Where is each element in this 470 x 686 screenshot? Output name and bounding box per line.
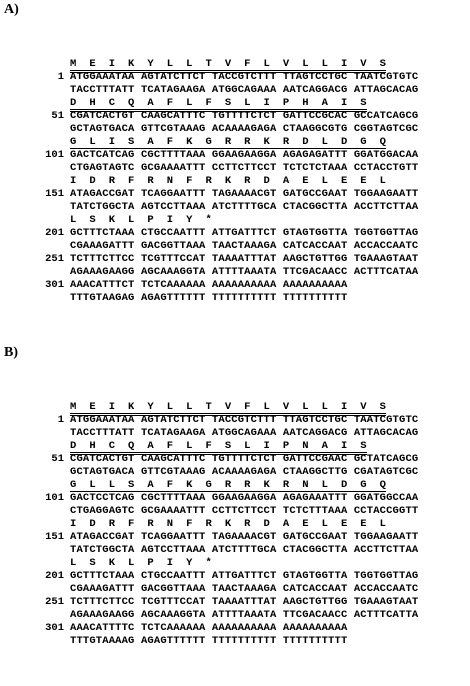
amino-acid-line xyxy=(70,440,367,453)
dna-sense-strand: ATGGAAATAA AGTATCTTCT TACCGTCTTT TTAGTCCTGC TAATCGTGTC xyxy=(70,71,419,83)
mature-peptide-underline: G L I S A F K G R R K R D L D G Q xyxy=(70,136,387,148)
dna-antisense-strand: AGAAAGAAGG AGCAAAGGTA ATTTTAAATA TTCGACAACC ACTTTCATAA xyxy=(70,266,419,278)
dna-antisense-strand: TATCTGGCTA AGTCCTTAAA ATCTTTTGCA CTACGGCTTA ACCTTCTTAA xyxy=(70,201,419,213)
dna-sense-strand: GACTCATCAG CGCTTTTAAA GGAAGAAGGA AGAGAGATTT GGATGGACAA xyxy=(70,149,419,161)
panel-label: A) xyxy=(4,2,19,17)
dna-antisense-strand: TTTGTAAAAG AGAGTTTTTT TTTTTTTTTT TTTTTTTTTT xyxy=(70,635,348,647)
dna-sense-strand: CGATCACTGT CAAGCATTTC TGTTTTCTCT GATTCCGAAC GCTATCAGCG xyxy=(70,453,419,465)
position-number: 1 xyxy=(57,414,64,426)
dna-antisense-strand: TACCTTTATT TCATAGAAGA ATGGCAGAAA AATCAGGACG ATTAGCACAG xyxy=(70,427,419,439)
dna-antisense-strand: AGAAAGAAGG AGCAAAGGTA ATTTTAAATA TTCGACAACC ACTTTCATTA xyxy=(70,609,419,621)
position-number: 201 xyxy=(45,227,64,239)
signal-peptide-underline: M E I K Y L L T V F L V L L I V S xyxy=(70,58,386,73)
panel-label: B) xyxy=(4,345,18,360)
dna-antisense-strand: GCTAGTGACA GTTCGTAAAG ACAAAAGAGA CTAAGGCTTG CGATAGTCGC xyxy=(70,466,419,478)
dna-antisense-strand: CTGAGGAGTC GCGAAAATTT CCTTCTTCCT TCTCTTTAAA CCTACCGGTT xyxy=(70,505,419,517)
position-number: 151 xyxy=(45,188,64,200)
amino-acid-line xyxy=(70,97,367,110)
position-number: 1 xyxy=(57,71,64,83)
dna-sense-strand: ATGGAAATAA AGTATCTTCT TACCGTCTTT TTAGTCCTGC TAATCGTGTC xyxy=(70,414,419,426)
dna-sense-strand: TCTTTCTTCC TCGTTTCCAT TAAAATTTAT AAGCTGTTGG TGAAAGTAAT xyxy=(70,596,419,608)
amino-acid-line: L S K L P I Y * xyxy=(70,214,212,226)
dna-antisense-strand: CGAAAGATTT GACGGTTAAA TAACTAAAGA CATCACCAAT ACCACCAATC xyxy=(70,240,419,252)
position-number: 251 xyxy=(45,253,64,265)
position-number: 101 xyxy=(45,492,64,504)
dna-sense-strand: GCTTTCTAAA CTGCCAATTT ATTGATTTCT GTAGTGGTTA TGGTGGTTAG xyxy=(70,570,419,582)
signal-peptide-underline: M E I K Y L L T V F L V L L I V S xyxy=(70,401,386,416)
dna-antisense-strand: GCTAGTGACA GTTCGTAAAG ACAAAAGAGA CTAAGGCGTG CGGTAGTCGC xyxy=(70,123,419,135)
dna-sense-strand: GACTCCTCAG CGCTTTTAAA GGAAGAAGGA AGAGAAATTT GGATGGCCAA xyxy=(70,492,419,504)
amino-acid-line xyxy=(70,136,386,149)
position-number: 301 xyxy=(45,622,64,634)
dna-antisense-strand: CTGAGTAGTC GCGAAAATTT CCTTCTTCCT TCTCTCTAAA CCTACCTGTT xyxy=(70,162,419,174)
position-number: 251 xyxy=(45,596,64,608)
dna-antisense-strand: TTTGTAAGAG AGAGTTTTTT TTTTTTTTTT TTTTTTTTTT xyxy=(70,292,348,304)
dna-antisense-strand: TACCTTTATT TCATAGAAGA ATGGCAGAAA AATCAGGACG ATTAGCACAG xyxy=(70,84,419,96)
amino-acid-line: I D R F R N F R K R D A E L E E L xyxy=(70,175,387,187)
amino-acid-line: L S K L P I Y * xyxy=(70,557,212,569)
amino-acid-line xyxy=(70,58,386,71)
mature-peptide-underline: G L L S A F K G R R K R N L D G Q xyxy=(70,479,387,491)
amino-acid-line xyxy=(70,401,386,414)
dna-antisense-strand: TATCTGGCTA AGTCCTTAAA ATCTTTTGCA CTACGGCTTA ACCTTCTTAA xyxy=(70,544,419,556)
amino-acid-line xyxy=(70,479,386,492)
position-number: 51 xyxy=(51,453,64,465)
amino-acid-line: I D R F R N F R K R D A E L E E L xyxy=(70,518,387,530)
dna-sense-strand: ATAGACCGAT TCAGGAATTT TAGAAAACGT GATGCCGAAT TGGAAGAATT xyxy=(70,188,419,200)
dna-sense-strand: CGATCACTGT CAAGCATTTC TGTTTTCTCT GATTCCGCAC GCCATCAGCG xyxy=(70,110,419,122)
dna-sense-strand: AAACATTTCT TCTCAAAAAA AAAAAAAAAA AAAAAAAAAA xyxy=(70,279,348,291)
position-number: 201 xyxy=(45,570,64,582)
dna-sense-strand: ATAGACCGAT TCAGGAATTT TAGAAAACGT GATGCCGAAT TGGAAGAATT xyxy=(70,531,419,543)
dna-antisense-strand: CGAAAGATTT GACGGTTAAA TAACTAAAGA CATCACCAAT ACCACCAATC xyxy=(70,583,419,595)
position-number: 101 xyxy=(45,149,64,161)
position-number: 301 xyxy=(45,279,64,291)
signal-peptide-underline: D H C Q A F L F S L I P N A I S xyxy=(70,440,367,455)
dna-sense-strand: TCTTTCTTCC TCGTTTCCAT TAAAATTTAT AAGCTGTTGG TGAAAGTAAT xyxy=(70,253,419,265)
signal-peptide-underline: D H C Q A F L F S L I P H A I S xyxy=(70,97,367,112)
position-number: 51 xyxy=(51,110,64,122)
dna-sense-strand: AAACATTTTC TCTCAAAAAA AAAAAAAAAA AAAAAAAAAA xyxy=(70,622,348,634)
position-number: 151 xyxy=(45,531,64,543)
dna-sense-strand: GCTTTCTAAA CTGCCAATTT ATTGATTTCT GTAGTGGTTA TGGTGGTTAG xyxy=(70,227,419,239)
